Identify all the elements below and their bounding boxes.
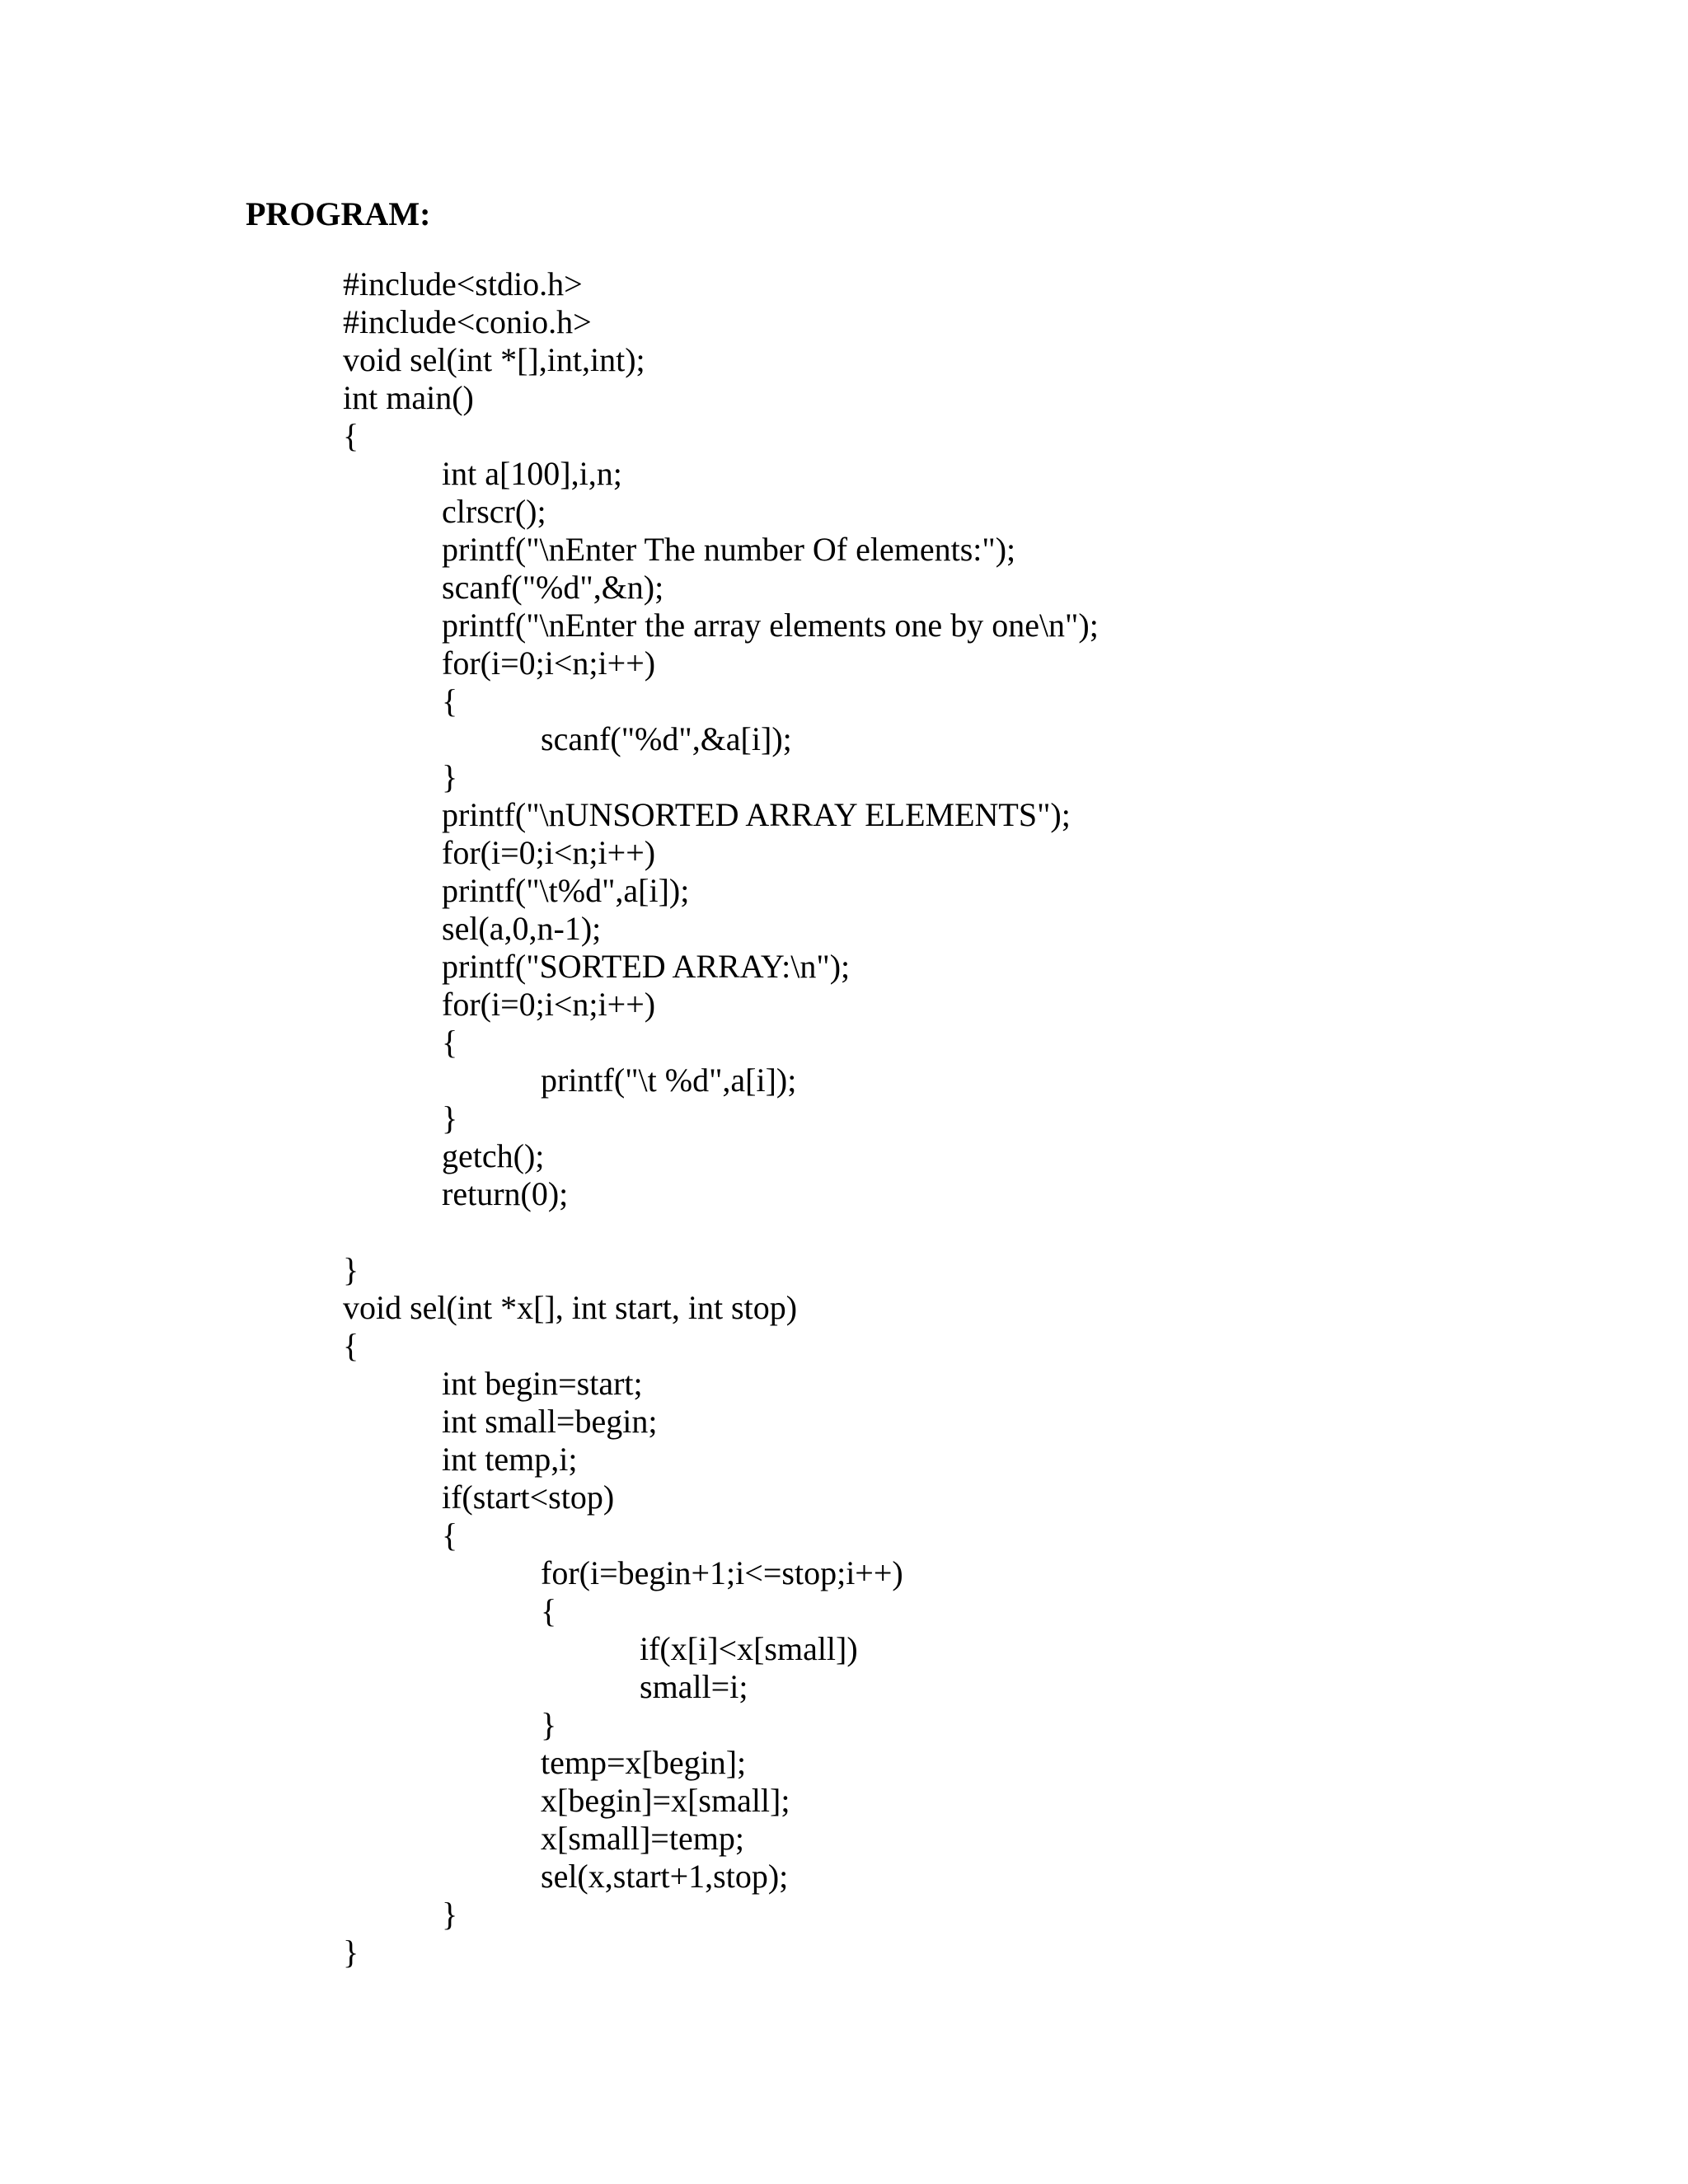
code-line: { [442,682,458,719]
code-line: } [442,758,458,795]
code-line: { [343,417,359,454]
code-line: printf("\nEnter the array elements one by one\n"); [442,607,1099,644]
code-line: sel(x,start+1,stop); [541,1858,789,1895]
code-line: small=i; [640,1668,748,1705]
code-line: for(i=0;i<n;i++) [442,834,656,871]
code-line: x[begin]=x[small]; [541,1782,790,1819]
code-line: for(i=0;i<n;i++) [442,644,656,682]
code-line: printf("\t%d",a[i]); [442,872,690,909]
code-line: int a[100],i,n; [442,455,622,492]
code-line: printf("\nUNSORTED ARRAY ELEMENTS"); [442,796,1071,833]
code-line: printf("\nEnter The number Of elements:"); [442,531,1016,568]
code-line: } [343,1251,359,1288]
code-line: { [442,1516,458,1554]
code-line: { [442,1024,458,1061]
code-line: if(x[i]<x[small]) [640,1630,858,1667]
code-line: scanf("%d",&a[i]); [541,720,792,757]
code-line: for(i=0;i<n;i++) [442,986,656,1023]
code-line: sel(a,0,n-1); [442,910,602,947]
code-line: printf("\t %d",a[i]); [541,1062,797,1099]
code-line: scanf("%d",&n); [442,569,664,606]
code-line: int begin=start; [442,1365,643,1402]
code-line: x[small]=temp; [541,1820,744,1857]
program-heading: PROGRAM: [246,195,431,232]
code-line: int temp,i; [442,1441,578,1478]
code-line: #include<conio.h> [343,303,592,340]
code-line: return(0); [442,1175,569,1212]
code-line: } [541,1706,557,1743]
code-line: void sel(int *x[], int start, int stop) [343,1289,798,1326]
code-line: } [442,1896,458,1933]
code-line: void sel(int *[],int,int); [343,341,645,378]
code-line: int main() [343,379,474,416]
code-line: getch(); [442,1137,545,1174]
code-line: #include<stdio.h> [343,265,583,302]
code-line: temp=x[begin]; [541,1744,747,1781]
code-line: for(i=begin+1;i<=stop;i++) [541,1554,903,1591]
code-line: { [343,1327,359,1364]
code-line: if(start<stop) [442,1479,615,1516]
code-line: int small=begin; [442,1403,658,1440]
code-line: { [541,1592,557,1629]
code-line: printf("SORTED ARRAY:\n"); [442,948,851,985]
code-line: } [343,1933,359,1971]
code-line: } [442,1099,458,1137]
code-line: clrscr(); [442,493,546,530]
